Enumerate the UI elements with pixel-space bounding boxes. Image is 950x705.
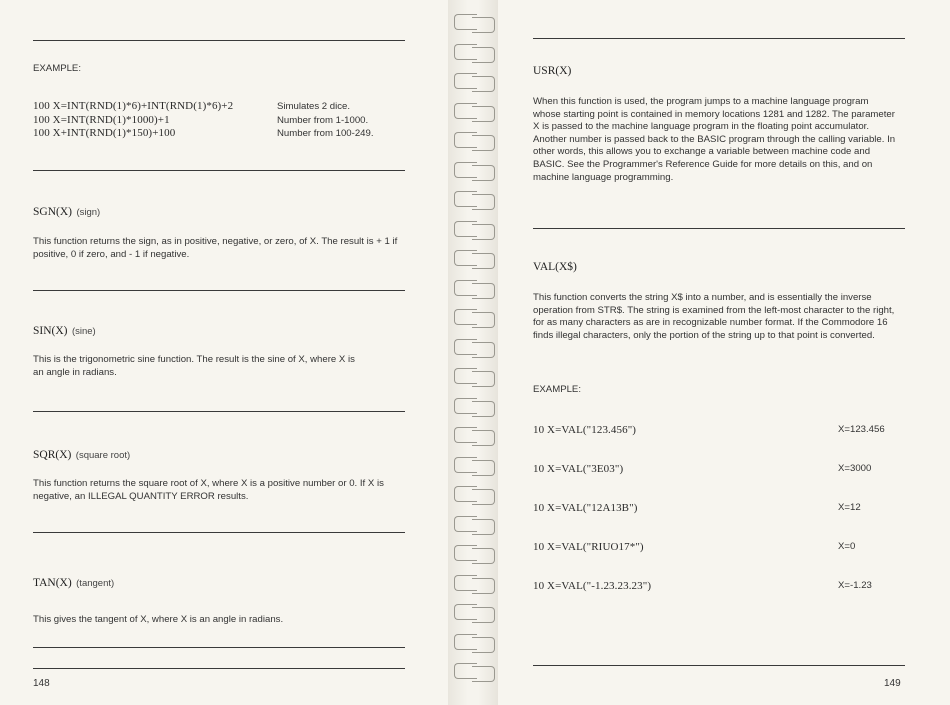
divider <box>533 665 905 666</box>
example-code: 10 X=VAL("12A13B") <box>533 502 638 514</box>
example-code: 10 X=VAL("-1.23.23.23") <box>533 580 652 592</box>
divider <box>33 40 405 41</box>
section-heading <box>33 573 114 591</box>
section-body: This is the trigonometric sine function. The result is the sine of X, where X is an angle in radians. <box>33 354 355 378</box>
binding-ring <box>472 578 495 594</box>
page-number: 148 <box>33 678 50 689</box>
function-subtitle: (sine) <box>71 326 96 337</box>
function-name: USR(X) <box>533 65 572 77</box>
binding-ring <box>472 342 495 358</box>
binding-ring <box>472 371 495 387</box>
example-label: EXAMPLE: <box>533 384 581 395</box>
section-heading <box>33 445 130 463</box>
example-result: X=3000 <box>838 463 872 474</box>
example-result: X=12 <box>838 502 861 513</box>
function-name: VAL(X$) <box>533 261 577 273</box>
example-code: 10 X=VAL("RIUO17*") <box>533 541 644 553</box>
binding-ring <box>472 106 495 122</box>
example-code: 100 X=INT(RND(1)*1000)+1 <box>33 114 170 126</box>
example-description: Number from 1-1000. <box>277 115 369 126</box>
binding-ring <box>472 165 495 181</box>
example-code: 100 X+INT(RND(1)*150)+100 <box>33 127 176 139</box>
example-result: X=-1.23 <box>838 580 872 591</box>
binding-ring <box>472 135 495 151</box>
binding-ring <box>472 17 495 33</box>
example-label: EXAMPLE: <box>33 63 81 74</box>
function-subtitle: (tangent) <box>76 578 115 589</box>
function-name: SIN(X) <box>33 325 68 337</box>
divider <box>533 38 905 39</box>
page-number: 149 <box>884 678 901 689</box>
section-body: This gives the tangent of X, where X is an angle in radians. <box>33 614 284 625</box>
section-heading <box>33 202 100 220</box>
section-body: This function returns the square root of X, where X is a positive number or 0. If X is negative, an ILLEGAL QUANTITY ERROR results. <box>33 478 384 502</box>
binding-ring <box>472 283 495 299</box>
example-code: 100 X=INT(RND(1)*6)+INT(RND(1)*6)+2 <box>33 100 234 112</box>
function-subtitle: (square root) <box>75 450 131 461</box>
section-body: When this function is used, the program jumps to a machine language program whose starting point is contained in memory locations 1281 and 1282. The parameter X is passed to the machine language program in the floating point accumulator. Another number is passed back to the BASIC program through the calling variable. In other words, this allows you to exchange a variable between machine code and BASIC. See the Programmer's Reference Guide for more details on this, and on machine language programming. <box>533 96 896 183</box>
divider <box>33 411 405 412</box>
binding-ring <box>472 548 495 564</box>
binding-ring <box>472 224 495 240</box>
example-description: Number from 100-249. <box>277 128 374 139</box>
binding-ring <box>472 401 495 417</box>
function-name: SQR(X) <box>33 449 72 461</box>
binding-ring <box>472 489 495 505</box>
binding-ring <box>472 607 495 623</box>
spiral-binding <box>448 0 498 705</box>
function-name: TAN(X) <box>33 577 72 589</box>
example-code: 10 X=VAL("3E03") <box>533 463 624 475</box>
divider <box>33 532 405 533</box>
binding-ring <box>472 194 495 210</box>
binding-ring <box>472 666 495 682</box>
section-body: This function converts the string X$ into a number, and is essentially the inverse operation from STR$. The string is examined from the left-most character to the right, for as many characters as are in recognizable number format. If the Commodore 16 finds illegal characters, only the portion of the string up to that point is converted. <box>533 292 895 341</box>
divider <box>33 170 405 171</box>
divider <box>33 647 405 648</box>
binding-ring <box>472 460 495 476</box>
divider <box>33 668 405 669</box>
example-result: X=0 <box>838 541 856 552</box>
example-result: X=123.456 <box>838 424 885 435</box>
section-heading <box>33 321 96 339</box>
example-description: Simulates 2 dice. <box>277 101 351 112</box>
section-body: This function returns the sign, as in positive, negative, or zero, of X. The result is + 1 if positive, 0 if zero, and - 1 if negative. <box>33 236 398 260</box>
binding-ring <box>472 519 495 535</box>
divider <box>533 228 905 229</box>
binding-ring <box>472 430 495 446</box>
example-code: 10 X=VAL("123.456") <box>533 424 637 436</box>
function-name: SGN(X) <box>33 206 72 218</box>
binding-ring <box>472 76 495 92</box>
binding-ring <box>472 312 495 328</box>
binding-ring <box>472 47 495 63</box>
binding-ring <box>472 637 495 653</box>
function-subtitle: (sign) <box>76 207 101 218</box>
binding-ring <box>472 253 495 269</box>
divider <box>33 290 405 291</box>
